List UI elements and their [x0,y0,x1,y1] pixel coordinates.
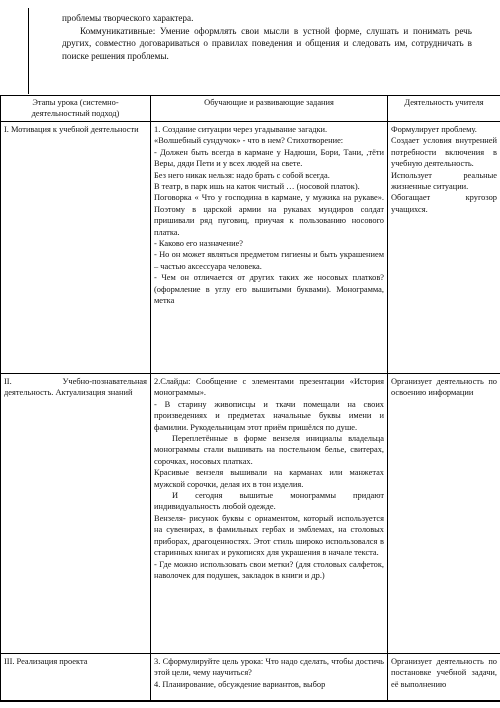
task-line: 1. Создание ситуации через угадывание загадки. [154,125,328,134]
header-stages: Этапы урока (системно-деятельностный подход) [1,96,151,122]
teacher-line: Создает условия внутренней потребности включения в учебную деятельность. [391,136,497,169]
page-frame-line [28,8,29,94]
intro-line-1: проблемы творческого характера. [62,13,194,23]
stage-label: III. Реализация проекта [4,657,88,666]
page-bottom-line [0,700,500,701]
intro-line-2: Коммуникативные: Умение оформлять свои мысли в устной форме, слушать и понимать речь других, совместно договариваться о правилах поведения и общения и следовать им, сотрудничать в поиске решения проблемы. [62,25,472,61]
task-line: - Где можно использовать свои метки? (для столовых салфеток, наволочек для подушек, закладок в книги и др.) [154,559,384,580]
intro-text [62,12,472,62]
teacher-line: Организует деятельность по постановке учебной задачи, её выполнению [391,657,497,689]
teacher-line: Организует деятельность по освоению информации [391,377,497,398]
stage-cell [1,654,151,702]
task-line: Вензеля- рисунок буквы с орнаментом, который используется на сувенирах, в фамильных гербах и эмблемах, на столовых приборах, драгоценностях. Этот стиль широко использовался в старинных книгах и рукописях для украшения в начале текста. [154,513,384,558]
task-line: Без него никак нельзя: надо брать с собой всегда. [154,170,330,180]
task-line: Переплетённые в форме вензеля инициалы владельца монограммы стали вышивать на постельном белье, свитерах, сорочках, носовых платках. [154,434,384,466]
table-header-row [1,96,500,122]
task-line: Красивые вензеля вышивали на карманах или манжетах мужской сорочки, делая их в тон изделия. [154,468,384,489]
stage-label: I. Мотивация к учебной деятельности [4,125,139,134]
header-tasks: Обучающие и развивающие задания [151,96,388,122]
stage-cell [1,122,151,374]
task-line: - Должен быть всегда в кармане у Надюши, Бори, Тани, ,тёти Веры, дяди Пети и у всех людей на свете. [154,147,384,169]
teacher-cell [388,122,500,374]
header-teacher: Деятельность учителя [388,96,500,122]
task-line: - Но он может являться предметом гигиены и быть украшением – частью аксессуара человека. [154,250,384,271]
teacher-line: Формулирует проблему. [391,125,477,134]
task-line: 4. Планирование, обсуждение вариантов, выбор [154,679,326,689]
tasks-cell [151,654,388,702]
teacher-cell [388,374,500,654]
tasks-cell [151,122,388,374]
stage-label: II. Учебно-познавательная деятельность. Актуализация знаний [4,377,147,398]
lesson-table [0,95,500,702]
task-line: - Чем он отличается от других таких же носовых платков? (оформление в углу его вышитыми буквами). Монограмма, метка [154,273,384,306]
task-line: И сегодня вышитые монограммы придают индивидуальность любой одежде. [154,491,384,512]
table-row [1,374,500,654]
task-line: 3. Сформулируйте цель урока: Что надо сделать, чтобы достичь этой цели, чему научиться? [154,657,384,678]
teacher-line: Использует реальные жизненные ситуации. [391,170,497,192]
teacher-cell [388,654,500,702]
tasks-cell [151,374,388,654]
table-row [1,654,500,702]
task-line: «Волшебный сундучок» - что в нем? Стихотворение: [154,136,344,146]
table-row [1,122,500,374]
teacher-line: Обогащает кругозор учащихся. [391,193,497,214]
task-line: 2.Слайды: Сообщение с элементами презентации «История монограммы». [154,377,384,398]
task-line: В театр, в парк ишь на каток чистый … (носовой платок). [154,182,360,192]
task-line: - Каково его назначение? [154,239,244,249]
task-line: Поговорка « Что у господина в кармане, у мужика на рукаве». Поэтому в царской армии на рукавах мундиров солдат пришивали ряд пуговиц, приучая к пользованию носового платка. [154,193,384,237]
task-line: - В старину живописцы и ткачи помещали на своих произведениях и предметах начальные буквы имени и фамилии. Рукодельницам этот приём пришёлся по душе. [154,399,384,432]
stage-cell [1,374,151,654]
